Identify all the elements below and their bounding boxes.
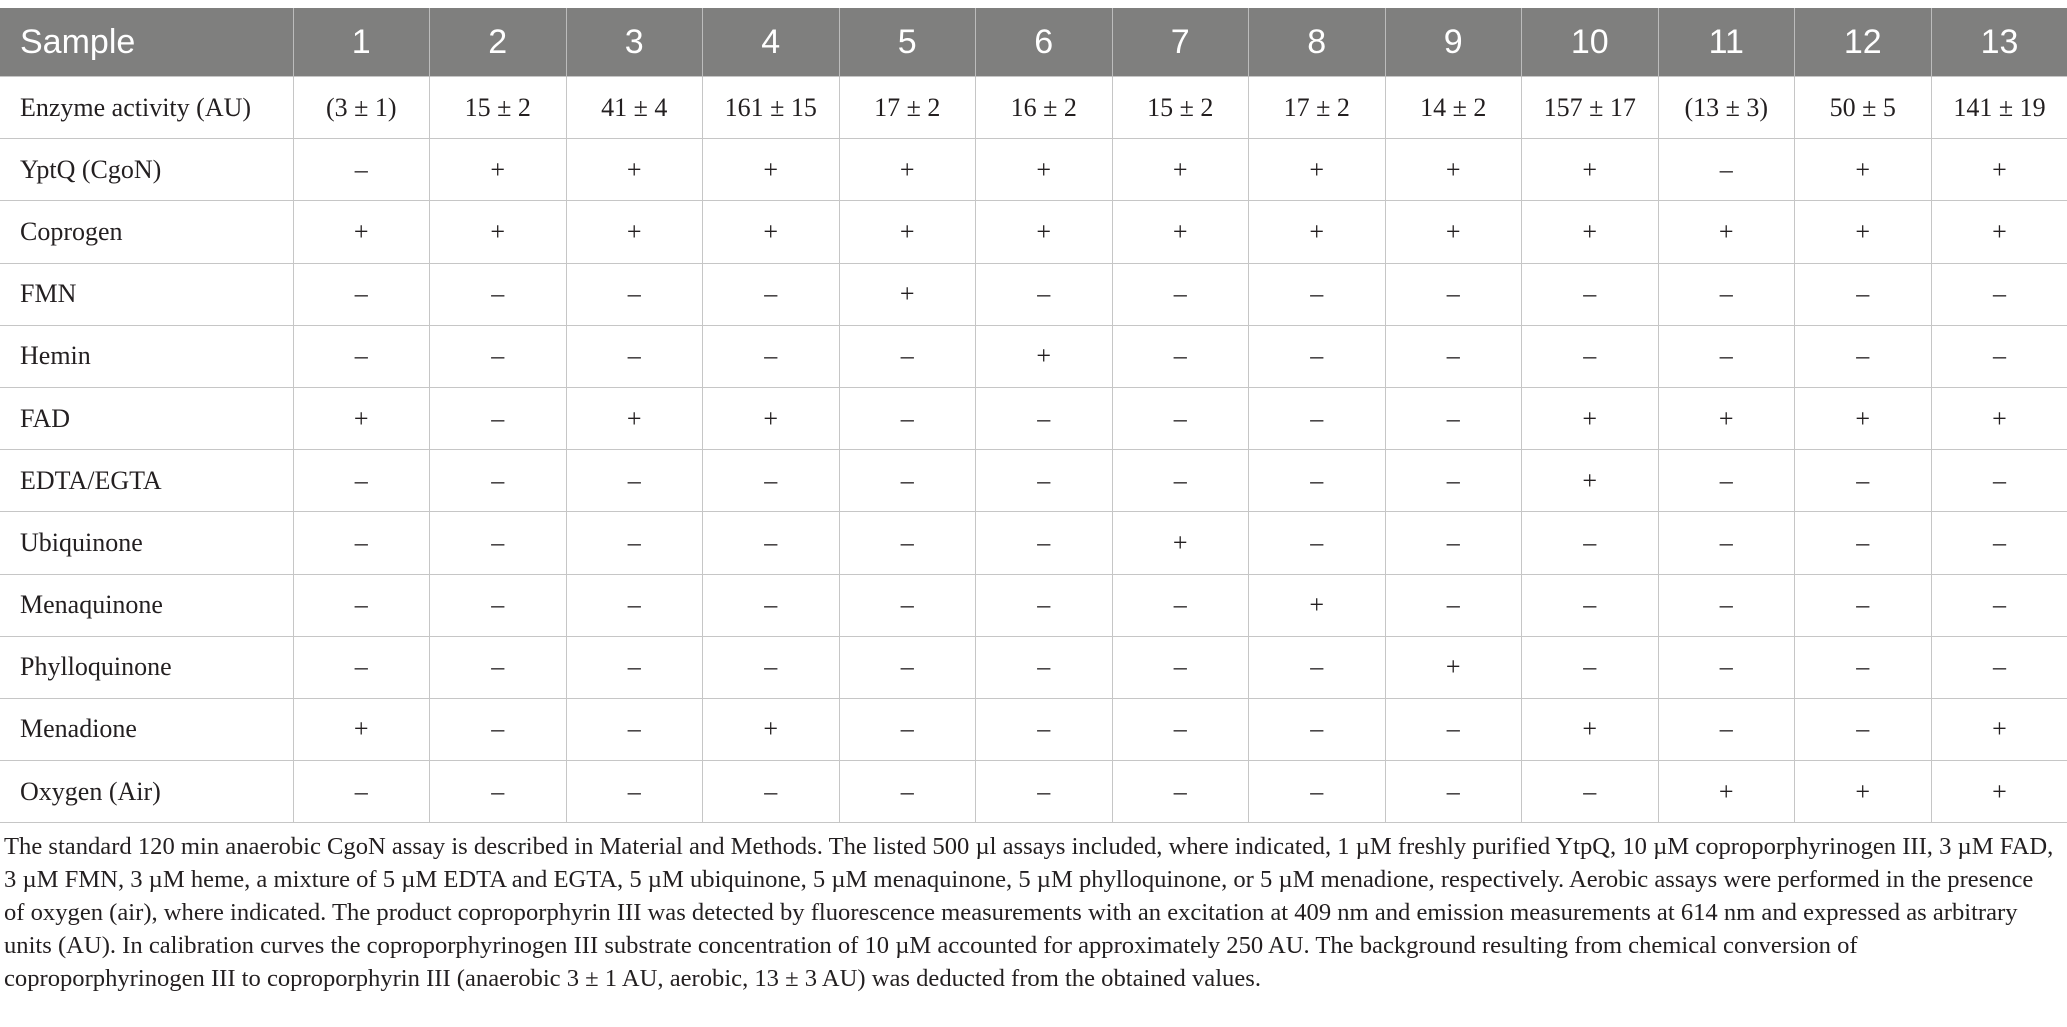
row-label: FAD <box>0 387 293 449</box>
table-cell: + <box>1249 574 1386 636</box>
table-cell: – <box>566 263 703 325</box>
table-cell: – <box>566 450 703 512</box>
table-cell: – <box>566 761 703 823</box>
table-cell: – <box>1658 574 1795 636</box>
header-cell-sample: Sample <box>0 8 293 77</box>
table-cell: – <box>430 574 567 636</box>
table-cell: – <box>703 512 840 574</box>
table-cell: + <box>1385 139 1522 201</box>
table-cell: + <box>1931 761 2067 823</box>
table-cell: – <box>703 263 840 325</box>
table-cell: – <box>1385 574 1522 636</box>
table-cell: 17 ± 2 <box>839 77 976 139</box>
table-cell: + <box>1385 636 1522 698</box>
table-cell: – <box>1795 263 1932 325</box>
table-cell: – <box>566 512 703 574</box>
table-cell: 50 ± 5 <box>1795 77 1932 139</box>
table-body <box>0 77 2067 823</box>
table-cell: – <box>1795 574 1932 636</box>
table-cell: + <box>566 201 703 263</box>
table-cell: 41 ± 4 <box>566 77 703 139</box>
header-cell-sample-5: 5 <box>839 8 976 77</box>
table-cell: – <box>430 698 567 760</box>
header-cell-sample-7: 7 <box>1112 8 1249 77</box>
assay-table-container <box>0 8 2067 823</box>
table-cell: – <box>430 761 567 823</box>
table-cell: + <box>1795 761 1932 823</box>
table-cell: – <box>976 387 1113 449</box>
row-label: Menaquinone <box>0 574 293 636</box>
table-cell: – <box>976 512 1113 574</box>
table-cell: – <box>1658 139 1795 201</box>
table-cell: – <box>839 574 976 636</box>
header-row <box>0 8 2067 77</box>
table-cell: – <box>1658 698 1795 760</box>
table-cell: – <box>293 139 430 201</box>
table-cell: – <box>1385 325 1522 387</box>
table-cell: + <box>1658 761 1795 823</box>
table-cell: – <box>1249 512 1386 574</box>
table-cell: – <box>430 450 567 512</box>
table-cell: + <box>1795 139 1932 201</box>
table-cell: – <box>1112 325 1249 387</box>
table-cell: + <box>1112 201 1249 263</box>
table-cell: – <box>703 761 840 823</box>
table-cell: + <box>1931 387 2067 449</box>
table-cell: + <box>703 139 840 201</box>
table-cell: – <box>430 512 567 574</box>
table-cell: (13 ± 3) <box>1658 77 1795 139</box>
table-cell: + <box>430 139 567 201</box>
table-cell: – <box>1385 450 1522 512</box>
table-cell: – <box>1931 512 2067 574</box>
table-cell: – <box>703 574 840 636</box>
table-cell: 15 ± 2 <box>430 77 567 139</box>
table-row <box>0 450 2067 512</box>
header-cell-sample-2: 2 <box>430 8 567 77</box>
row-label: EDTA/EGTA <box>0 450 293 512</box>
table-cell: + <box>976 139 1113 201</box>
table-cell: + <box>1658 201 1795 263</box>
table-cell: + <box>566 387 703 449</box>
table-cell: – <box>293 574 430 636</box>
header-cell-sample-8: 8 <box>1249 8 1386 77</box>
table-cell: + <box>703 387 840 449</box>
table-cell: – <box>1795 325 1932 387</box>
table-cell: – <box>839 512 976 574</box>
table-cell: + <box>1931 201 2067 263</box>
table-cell: – <box>1249 636 1386 698</box>
table-cell: + <box>1385 201 1522 263</box>
table-cell: – <box>1385 698 1522 760</box>
header-cell-sample-1: 1 <box>293 8 430 77</box>
table-cell: + <box>1522 450 1659 512</box>
table-row <box>0 263 2067 325</box>
table-cell: + <box>1112 512 1249 574</box>
table-cell: – <box>1522 512 1659 574</box>
header-cell-sample-6: 6 <box>976 8 1113 77</box>
header-cell-sample-12: 12 <box>1795 8 1932 77</box>
table-cell: 17 ± 2 <box>1249 77 1386 139</box>
table-cell: + <box>976 201 1113 263</box>
assay-table <box>0 8 2067 823</box>
table-cell: + <box>839 201 976 263</box>
table-cell: – <box>1112 574 1249 636</box>
table-cell: + <box>839 263 976 325</box>
table-cell: – <box>839 387 976 449</box>
table-cell: 141 ± 19 <box>1931 77 2067 139</box>
table-cell: – <box>1658 263 1795 325</box>
table-cell: – <box>1795 450 1932 512</box>
table-cell: – <box>1385 512 1522 574</box>
row-label: Oxygen (Air) <box>0 761 293 823</box>
header-cell-sample-4: 4 <box>703 8 840 77</box>
table-row <box>0 761 2067 823</box>
table-cell: – <box>1385 387 1522 449</box>
header-cell-sample-13: 13 <box>1931 8 2067 77</box>
table-cell: – <box>1112 636 1249 698</box>
table-cell: – <box>1658 512 1795 574</box>
table-cell: – <box>1522 636 1659 698</box>
table-cell: – <box>703 450 840 512</box>
table-cell: + <box>1522 139 1659 201</box>
table-cell: – <box>839 636 976 698</box>
table-cell: + <box>293 698 430 760</box>
header-cell-sample-11: 11 <box>1658 8 1795 77</box>
table-cell: – <box>430 387 567 449</box>
table-cell: – <box>1112 450 1249 512</box>
table-cell: + <box>430 201 567 263</box>
table-header <box>0 8 2067 77</box>
table-cell: – <box>1931 636 2067 698</box>
table-row <box>0 636 2067 698</box>
row-label: Hemin <box>0 325 293 387</box>
table-row <box>0 512 2067 574</box>
table-cell: – <box>1249 325 1386 387</box>
table-cell: – <box>1112 387 1249 449</box>
table-cell: 157 ± 17 <box>1522 77 1659 139</box>
row-label: Ubiquinone <box>0 512 293 574</box>
row-label: Phylloquinone <box>0 636 293 698</box>
table-cell: – <box>1249 450 1386 512</box>
row-label: Enzyme activity (AU) <box>0 77 293 139</box>
table-cell: + <box>1931 139 2067 201</box>
table-cell: – <box>1931 325 2067 387</box>
table-cell: – <box>1249 698 1386 760</box>
table-cell: – <box>1795 698 1932 760</box>
table-cell: – <box>1385 761 1522 823</box>
table-cell: – <box>839 761 976 823</box>
table-cell: – <box>976 761 1113 823</box>
table-cell: – <box>566 636 703 698</box>
table-cell: – <box>1795 512 1932 574</box>
table-cell: – <box>976 636 1113 698</box>
table-cell: – <box>1522 263 1659 325</box>
table-cell: 16 ± 2 <box>976 77 1113 139</box>
table-cell: – <box>430 325 567 387</box>
table-cell: (3 ± 1) <box>293 77 430 139</box>
table-cell: + <box>703 201 840 263</box>
table-cell: – <box>976 263 1113 325</box>
table-cell: – <box>976 698 1113 760</box>
table-cell: – <box>1112 263 1249 325</box>
table-row <box>0 325 2067 387</box>
table-cell: – <box>839 698 976 760</box>
table-cell: – <box>976 574 1113 636</box>
table-cell: – <box>1522 325 1659 387</box>
table-row <box>0 139 2067 201</box>
table-cell: – <box>976 450 1113 512</box>
table-cell: + <box>1112 139 1249 201</box>
table-cell: + <box>566 139 703 201</box>
table-cell: + <box>703 698 840 760</box>
table-cell: – <box>1385 263 1522 325</box>
table-cell: – <box>430 263 567 325</box>
table-cell: – <box>1658 636 1795 698</box>
table-cell: – <box>293 450 430 512</box>
table-cell: – <box>703 636 840 698</box>
table-cell: 14 ± 2 <box>1385 77 1522 139</box>
table-cell: – <box>1931 450 2067 512</box>
header-cell-sample-9: 9 <box>1385 8 1522 77</box>
table-cell: + <box>839 139 976 201</box>
table-cell: – <box>1658 325 1795 387</box>
table-cell: – <box>1931 574 2067 636</box>
table-cell: – <box>1249 263 1386 325</box>
table-row <box>0 201 2067 263</box>
table-cell: + <box>1795 201 1932 263</box>
table-cell: + <box>976 325 1113 387</box>
row-label: Menadione <box>0 698 293 760</box>
table-cell: – <box>293 761 430 823</box>
table-cell: – <box>430 636 567 698</box>
table-footnote: The standard 120 min anaerobic CgoN assay is described in Material and Methods. The listed 500 µl assays included, where indicated, 1 µM freshly purified YtpQ, 10 µM coproporphyrinogen III, 3 µM FAD, 3 µM FMN, 3 µM heme, a mixture of 5 µM EDTA and EGTA, 5 µM ubiquinone, 5 µM menaquinone, 5 µM phylloquinone, or 5 µM menadione, respectively. Aerobic assays were performed in the presence of oxygen (air), where indicated. The product coproporphyrin III was detected by fluorescence measurements with an excitation at 409 nm and emission measurements at 614 nm and expressed as arbitrary units (AU). In calibration curves the coproporphyrinogen III substrate concentration of 10 µM accounted for approximately 250 AU. The background resulting from chemical conversion of coproporphyrinogen III to coproporphyrin III (anaerobic 3 ± 1 AU, aerobic, 13 ± 3 AU) was deducted from the obtained values. <box>4 833 2054 992</box>
table-cell: – <box>1522 761 1659 823</box>
table-cell: + <box>1658 387 1795 449</box>
table-cell: – <box>1795 636 1932 698</box>
table-cell: + <box>1522 698 1659 760</box>
table-row <box>0 698 2067 760</box>
row-label: Coprogen <box>0 201 293 263</box>
table-cell: – <box>839 325 976 387</box>
table-cell: 161 ± 15 <box>703 77 840 139</box>
header-cell-sample-3: 3 <box>566 8 703 77</box>
table-cell: – <box>1112 698 1249 760</box>
table-cell: – <box>566 698 703 760</box>
table-cell: – <box>293 636 430 698</box>
table-row <box>0 77 2067 139</box>
table-cell: – <box>293 263 430 325</box>
table-cell: – <box>1249 387 1386 449</box>
table-cell: + <box>293 387 430 449</box>
table-cell: + <box>1249 201 1386 263</box>
table-row <box>0 387 2067 449</box>
table-cell: + <box>1249 139 1386 201</box>
table-cell: + <box>1522 201 1659 263</box>
row-label: FMN <box>0 263 293 325</box>
table-row <box>0 574 2067 636</box>
header-cell-sample-10: 10 <box>1522 8 1659 77</box>
table-cell: – <box>293 512 430 574</box>
table-cell: + <box>1795 387 1932 449</box>
table-cell: – <box>1112 761 1249 823</box>
table-cell: – <box>566 325 703 387</box>
table-cell: + <box>1522 387 1659 449</box>
table-cell: – <box>839 450 976 512</box>
table-cell: – <box>1658 450 1795 512</box>
table-cell: 15 ± 2 <box>1112 77 1249 139</box>
table-cell: – <box>566 574 703 636</box>
table-cell: – <box>1522 574 1659 636</box>
table-cell: + <box>293 201 430 263</box>
table-cell: – <box>293 325 430 387</box>
table-cell: – <box>1931 263 2067 325</box>
table-cell: + <box>1931 698 2067 760</box>
table-cell: – <box>1249 761 1386 823</box>
row-label: YptQ (CgoN) <box>0 139 293 201</box>
table-cell: – <box>703 325 840 387</box>
